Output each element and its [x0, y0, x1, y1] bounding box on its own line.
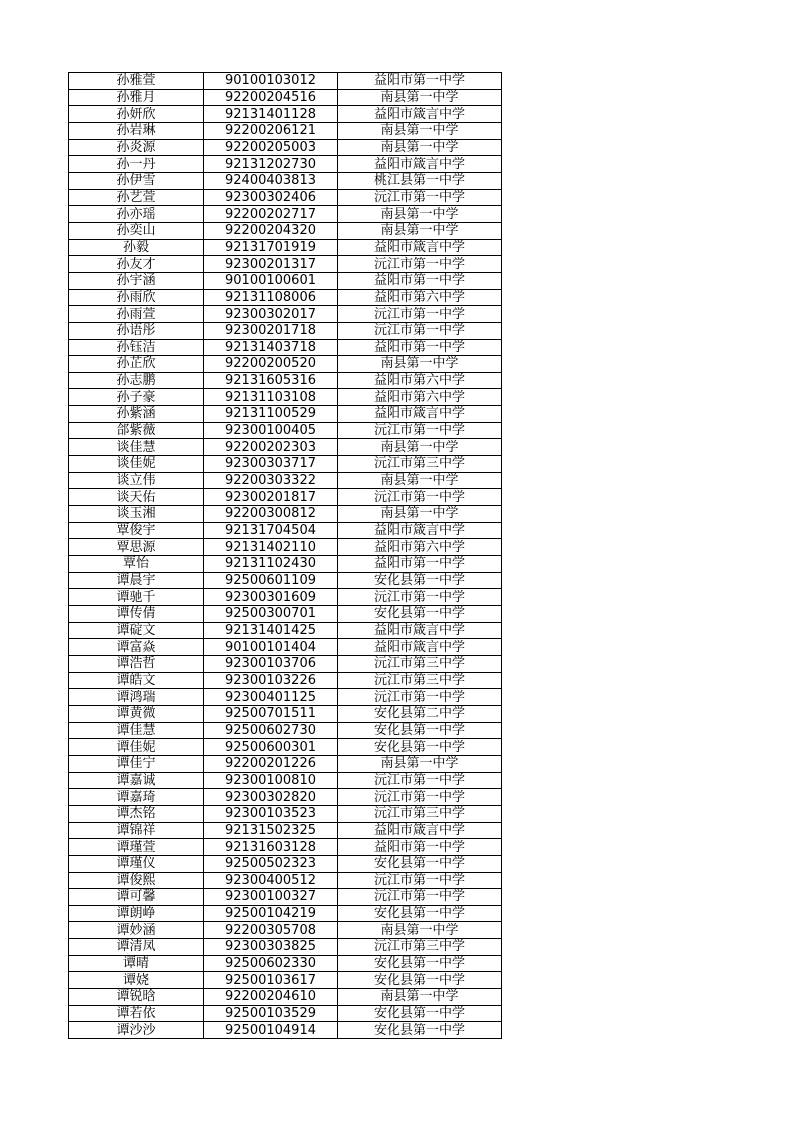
table-row: [69, 655, 502, 672]
school-cell: 沅江市第一中学: [338, 589, 502, 606]
table-row: [69, 139, 502, 156]
table-row: [69, 539, 502, 556]
exam-number-cell: 92131402110: [204, 539, 338, 556]
student-name-cell: 谭嘉诚: [69, 772, 204, 789]
school-cell: 安化县第一中学: [338, 722, 502, 739]
student-name-cell: 孙艺萱: [69, 189, 204, 206]
exam-number-cell: 92200200520: [204, 356, 338, 373]
student-name-cell: 孙志鹏: [69, 372, 204, 389]
table-row: [69, 889, 502, 906]
student-name-cell: 孙雨欣: [69, 289, 204, 306]
table-row: [69, 805, 502, 822]
school-cell: 安化县第一中学: [338, 955, 502, 972]
school-cell: 益阳市箴言中学: [338, 406, 502, 423]
student-name-cell: 谭沙沙: [69, 1022, 204, 1039]
exam-number-cell: 92500601109: [204, 572, 338, 589]
table-row: [69, 272, 502, 289]
school-cell: 沅江市第一中学: [338, 789, 502, 806]
school-cell: 益阳市箴言中学: [338, 622, 502, 639]
exam-number-cell: 92131403718: [204, 339, 338, 356]
school-cell: 沅江市第一中学: [338, 872, 502, 889]
exam-number-cell: 92131102430: [204, 556, 338, 573]
student-name-cell: 谭俊熙: [69, 872, 204, 889]
exam-number-cell: 92300201817: [204, 489, 338, 506]
table-row: [69, 572, 502, 589]
table-row: [69, 306, 502, 323]
student-name-cell: 谭瑾萱: [69, 839, 204, 856]
student-name-cell: 谭嘉琦: [69, 789, 204, 806]
table-row: [69, 989, 502, 1006]
school-cell: 益阳市第六中学: [338, 389, 502, 406]
table-row: [69, 739, 502, 756]
student-name-cell: 谭晴: [69, 955, 204, 972]
school-cell: 益阳市箴言中学: [338, 239, 502, 256]
table-row: [69, 772, 502, 789]
table-row: [69, 106, 502, 123]
exam-number-cell: 92300401125: [204, 689, 338, 706]
school-cell: 安化县第一中学: [338, 1005, 502, 1022]
exam-number-cell: 92200201226: [204, 755, 338, 772]
exam-number-cell: 92200204516: [204, 89, 338, 106]
exam-number-cell: 92500600301: [204, 739, 338, 756]
exam-number-cell: 92300103523: [204, 805, 338, 822]
school-cell: 安化县第一中学: [338, 739, 502, 756]
student-name-cell: 谭佳慧: [69, 722, 204, 739]
school-cell: 南县第一中学: [338, 206, 502, 223]
exam-number-cell: 92131701919: [204, 239, 338, 256]
table-row: [69, 489, 502, 506]
exam-number-cell: 92500103617: [204, 972, 338, 989]
school-cell: 沅江市第三中学: [338, 456, 502, 473]
student-name-cell: 覃俊宇: [69, 522, 204, 539]
student-name-cell: 孙炎源: [69, 139, 204, 156]
table-row: [69, 472, 502, 489]
school-cell: 南县第一中学: [338, 755, 502, 772]
school-cell: 沅江市第一中学: [338, 322, 502, 339]
student-name-cell: 孙钰洁: [69, 339, 204, 356]
school-cell: 益阳市第一中学: [338, 556, 502, 573]
exam-number-cell: 92300201718: [204, 322, 338, 339]
table-row: [69, 73, 502, 90]
school-cell: 南县第一中学: [338, 989, 502, 1006]
table-row: [69, 189, 502, 206]
student-name-cell: 孙奕山: [69, 222, 204, 239]
exam-number-cell: 92131401128: [204, 106, 338, 123]
school-cell: 南县第一中学: [338, 122, 502, 139]
student-name-cell: 谭若依: [69, 1005, 204, 1022]
school-cell: 南县第一中学: [338, 439, 502, 456]
exam-number-cell: 92200204320: [204, 222, 338, 239]
school-cell: 沅江市第一中学: [338, 256, 502, 273]
student-name-cell: 谭佳宁: [69, 755, 204, 772]
school-cell: 沅江市第一中学: [338, 689, 502, 706]
student-name-cell: 谭锦祥: [69, 822, 204, 839]
exam-number-cell: 92500104219: [204, 905, 338, 922]
table-row: [69, 222, 502, 239]
table-row: [69, 289, 502, 306]
school-cell: 沅江市第一中学: [338, 422, 502, 439]
school-cell: 安化县第一中学: [338, 572, 502, 589]
school-cell: 沅江市第一中学: [338, 489, 502, 506]
table-row: [69, 606, 502, 623]
table-row: [69, 322, 502, 339]
table-row: [69, 406, 502, 423]
table-row: [69, 389, 502, 406]
school-cell: 南县第一中学: [338, 922, 502, 939]
exam-number-cell: 92200204610: [204, 989, 338, 1006]
student-name-cell: 谈佳妮: [69, 456, 204, 473]
exam-number-cell: 92300103706: [204, 655, 338, 672]
exam-number-cell: 92131704504: [204, 522, 338, 539]
school-cell: 桃江县第一中学: [338, 172, 502, 189]
exam-number-cell: 92300302017: [204, 306, 338, 323]
exam-number-cell: 92300303825: [204, 939, 338, 956]
student-name-cell: 谭驰千: [69, 589, 204, 606]
student-name-cell: 孙宇涵: [69, 272, 204, 289]
student-name-cell: 孙雨萱: [69, 306, 204, 323]
exam-number-cell: 92500104914: [204, 1022, 338, 1039]
exam-number-cell: 92131100529: [204, 406, 338, 423]
student-name-cell: 孙雅萱: [69, 73, 204, 90]
exam-number-cell: 92300301609: [204, 589, 338, 606]
table-row: [69, 239, 502, 256]
student-name-cell: 郃紫薇: [69, 422, 204, 439]
school-cell: 益阳市箴言中学: [338, 639, 502, 656]
exam-number-cell: 92131605316: [204, 372, 338, 389]
exam-number-cell: 92131502325: [204, 822, 338, 839]
student-name-cell: 谭黄微: [69, 705, 204, 722]
exam-number-cell: 92200305708: [204, 922, 338, 939]
student-name-cell: 谭佳妮: [69, 739, 204, 756]
school-cell: 南县第一中学: [338, 506, 502, 523]
school-cell: 南县第一中学: [338, 356, 502, 373]
student-name-cell: 谭锐晗: [69, 989, 204, 1006]
student-name-cell: 谭可馨: [69, 889, 204, 906]
table-row: [69, 789, 502, 806]
table-row: [69, 439, 502, 456]
table-row: [69, 256, 502, 273]
student-table-body: [69, 73, 502, 1039]
exam-number-cell: 92131202730: [204, 156, 338, 173]
school-cell: 沅江市第一中学: [338, 889, 502, 906]
exam-number-cell: 92500300701: [204, 606, 338, 623]
school-cell: 沅江市第三中学: [338, 655, 502, 672]
table-row: [69, 172, 502, 189]
student-name-cell: 谭娆: [69, 972, 204, 989]
school-cell: 益阳市箴言中学: [338, 156, 502, 173]
table-row: [69, 1022, 502, 1039]
student-name-cell: 谭富焱: [69, 639, 204, 656]
exam-number-cell: 92300302406: [204, 189, 338, 206]
table-row: [69, 422, 502, 439]
student-name-cell: 孙岩琳: [69, 122, 204, 139]
school-cell: 益阳市第六中学: [338, 539, 502, 556]
school-cell: 安化县第一中学: [338, 606, 502, 623]
student-table: [68, 72, 502, 1039]
table-row: [69, 206, 502, 223]
table-row: [69, 972, 502, 989]
school-cell: 南县第一中学: [338, 139, 502, 156]
table-row: [69, 122, 502, 139]
table-row: [69, 156, 502, 173]
exam-number-cell: 92500602330: [204, 955, 338, 972]
exam-number-cell: 92131401425: [204, 622, 338, 639]
exam-number-cell: 92200300812: [204, 506, 338, 523]
exam-number-cell: 92131603128: [204, 839, 338, 856]
table-row: [69, 755, 502, 772]
school-cell: 益阳市第一中学: [338, 839, 502, 856]
student-name-cell: 谈天佑: [69, 489, 204, 506]
table-row: [69, 905, 502, 922]
exam-number-cell: 92300100327: [204, 889, 338, 906]
student-name-cell: 谭妙涵: [69, 922, 204, 939]
school-cell: 益阳市箴言中学: [338, 522, 502, 539]
table-row: [69, 672, 502, 689]
school-cell: 益阳市第六中学: [338, 289, 502, 306]
table-row: [69, 839, 502, 856]
school-cell: 南县第一中学: [338, 89, 502, 106]
school-cell: 益阳市第一中学: [338, 339, 502, 356]
student-name-cell: 孙伊雪: [69, 172, 204, 189]
exam-number-cell: 92131108006: [204, 289, 338, 306]
school-cell: 益阳市第六中学: [338, 372, 502, 389]
school-cell: 沅江市第一中学: [338, 306, 502, 323]
table-row: [69, 822, 502, 839]
exam-number-cell: 92300303717: [204, 456, 338, 473]
student-name-cell: 谭清凤: [69, 939, 204, 956]
table-row: [69, 955, 502, 972]
school-cell: 益阳市第一中学: [338, 272, 502, 289]
student-name-cell: 谭晨宇: [69, 572, 204, 589]
school-cell: 益阳市第一中学: [338, 73, 502, 90]
table-row: [69, 556, 502, 573]
table-row: [69, 89, 502, 106]
table-row: [69, 1005, 502, 1022]
table-row: [69, 639, 502, 656]
school-cell: 安化县第一中学: [338, 855, 502, 872]
student-name-cell: 覃思源: [69, 539, 204, 556]
exam-number-cell: 90100101404: [204, 639, 338, 656]
student-name-cell: 谈立伟: [69, 472, 204, 489]
school-cell: 南县第一中学: [338, 472, 502, 489]
table-row: [69, 356, 502, 373]
student-name-cell: 谈佳慧: [69, 439, 204, 456]
student-name-cell: 谭皓文: [69, 672, 204, 689]
student-name-cell: 谭碇文: [69, 622, 204, 639]
school-cell: 安化县第一中学: [338, 905, 502, 922]
student-name-cell: 谭朗峥: [69, 905, 204, 922]
table-row: [69, 722, 502, 739]
table-row: [69, 705, 502, 722]
exam-number-cell: 92300302820: [204, 789, 338, 806]
student-name-cell: 孙毅: [69, 239, 204, 256]
exam-number-cell: 92400403813: [204, 172, 338, 189]
exam-number-cell: 92500602730: [204, 722, 338, 739]
table-row: [69, 922, 502, 939]
table-row: [69, 939, 502, 956]
exam-number-cell: 92300103226: [204, 672, 338, 689]
table-row: [69, 372, 502, 389]
exam-number-cell: 92200202303: [204, 439, 338, 456]
school-cell: 沅江市第一中学: [338, 772, 502, 789]
student-name-cell: 谭鸿瑞: [69, 689, 204, 706]
table-row: [69, 589, 502, 606]
student-name-cell: 孙芷欣: [69, 356, 204, 373]
exam-number-cell: 92300201317: [204, 256, 338, 273]
student-name-cell: 孙子豪: [69, 389, 204, 406]
table-row: [69, 506, 502, 523]
school-cell: 益阳市箴言中学: [338, 822, 502, 839]
table-row: [69, 622, 502, 639]
school-cell: 安化县第一中学: [338, 972, 502, 989]
student-name-cell: 谭浩哲: [69, 655, 204, 672]
student-name-cell: 孙紫涵: [69, 406, 204, 423]
exam-number-cell: 92300400512: [204, 872, 338, 889]
exam-number-cell: 92200202717: [204, 206, 338, 223]
school-cell: 沅江市第一中学: [338, 189, 502, 206]
table-row: [69, 339, 502, 356]
student-name-cell: 谭传倩: [69, 606, 204, 623]
exam-number-cell: 92500701511: [204, 705, 338, 722]
student-name-cell: 孙语彤: [69, 322, 204, 339]
student-name-cell: 孙友才: [69, 256, 204, 273]
exam-number-cell: 92500502323: [204, 855, 338, 872]
school-cell: 安化县第一中学: [338, 1022, 502, 1039]
exam-number-cell: 90100100601: [204, 272, 338, 289]
exam-number-cell: 92131103108: [204, 389, 338, 406]
exam-number-cell: 92300100810: [204, 772, 338, 789]
table-row: [69, 689, 502, 706]
exam-number-cell: 92200303322: [204, 472, 338, 489]
school-cell: 安化县第二中学: [338, 705, 502, 722]
exam-number-cell: 92200206121: [204, 122, 338, 139]
student-name-cell: 孙一丹: [69, 156, 204, 173]
exam-number-cell: 90100103012: [204, 73, 338, 90]
table-row: [69, 872, 502, 889]
exam-number-cell: 92200205003: [204, 139, 338, 156]
student-name-cell: 谈玉湘: [69, 506, 204, 523]
table-row: [69, 522, 502, 539]
student-name-cell: 孙亦瑶: [69, 206, 204, 223]
student-name-cell: 孙雅月: [69, 89, 204, 106]
table-row: [69, 456, 502, 473]
school-cell: 沅江市第三中学: [338, 672, 502, 689]
student-name-cell: 谭瑾仪: [69, 855, 204, 872]
student-name-cell: 谭杰铭: [69, 805, 204, 822]
table-row: [69, 855, 502, 872]
student-name-cell: 孙妍欣: [69, 106, 204, 123]
school-cell: 益阳市箴言中学: [338, 106, 502, 123]
student-name-cell: 覃怡: [69, 556, 204, 573]
school-cell: 沅江市第三中学: [338, 805, 502, 822]
exam-number-cell: 92300100405: [204, 422, 338, 439]
exam-number-cell: 92500103529: [204, 1005, 338, 1022]
school-cell: 沅江市第三中学: [338, 939, 502, 956]
school-cell: 南县第一中学: [338, 222, 502, 239]
